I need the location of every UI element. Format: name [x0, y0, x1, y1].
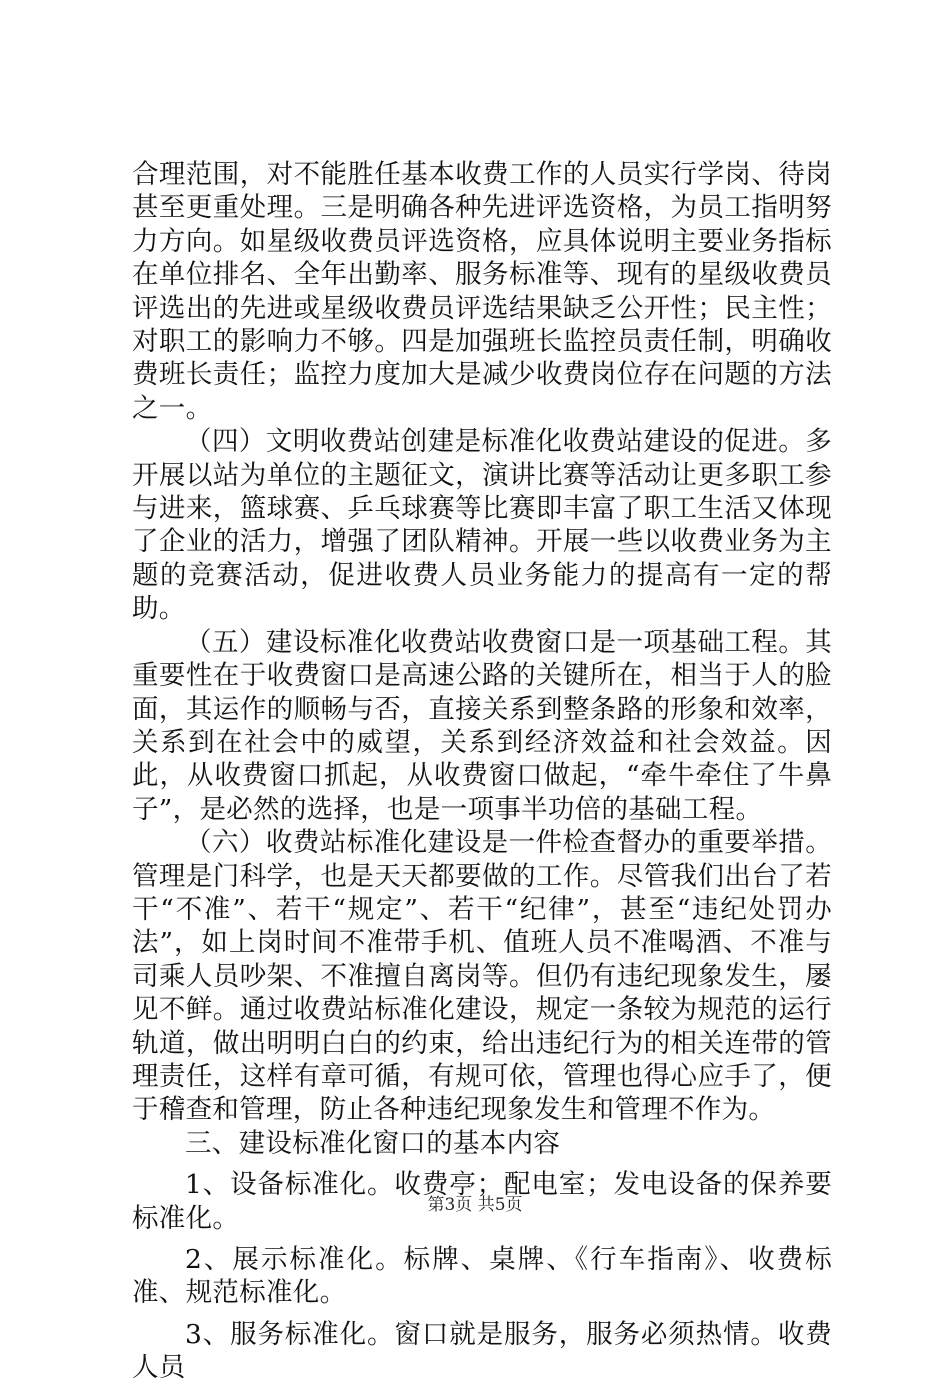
list-item-equipment: 1、设备标准化。收费亭；配电室；发电设备的保养要标准化。: [132, 1169, 832, 1234]
paragraph-section-5: （五）建设标准化收费站收费窗口是一项基础工程。其重要性在于收费窗口是高速公路的关键所在，相当于人的脸面，其运作的顺畅与否，直接关系到整条路的形象和效率，关系到在社会中的威望，关系到经济效益和社会效益。因此，从收费窗口抓起，从收费窗口做起，“牵牛牵住了牛鼻子”，是必然的选择，也是一项事半功倍的基础工程。: [132, 626, 832, 825]
list-item-display: 2、展示标准化。标牌、桌牌、《行车指南》、收费标准、规范标准化。: [132, 1244, 832, 1309]
page-number-footer: 第3页 共5页: [427, 1195, 523, 1215]
paragraph-section-4: （四）文明收费站创建是标准化收费站建设的促进。多开展以站为单位的主题征文，演讲比赛等活动让更多职工参与进来，篮球赛、乒乓球赛等比赛即丰富了职工生活又体现了企业的活力，增强了团队精神。开展一些以收费业务为主题的竞赛活动，促进收费人员业务能力的提高有一定的帮助。: [132, 426, 832, 625]
paragraph-section-6: （六）收费站标准化建设是一件检查督办的重要举措。管理是门科学，也是天天都要做的工作。尽管我们出台了若干“不准”、若干“规定”、若干“纪律”，甚至“违纪处罚办法”，如上岗时间不准带手机、值班人员不准喝酒、不准与司乘人员吵架、不准擅自离岗等。但仍有违纪现象发生，屡见不鲜。通过收费站标准化建设，规定一条较为规范的运行轨道，做出明明白白的约束，给出违纪行为的相关连带的管理责任，这样有章可循，有规可依，管理也得心应手了，便于稽查和管理，防止各种违纪现象发生和管理不作为。: [132, 827, 832, 1126]
section-heading: 三、建设标准化窗口的基本内容: [185, 1127, 561, 1159]
paragraph-continuation: 合理范围，对不能胜任基本收费工作的人员实行学岗、待岗甚至更重处理。三是明确各种先进评选资格，为员工指明努力方向。如星级收费员评选资格，应具体说明主要业务指标在单位排名、全年出勤率、服务标准等、现有的星级收费员评选出的先进或星级收费员评选结果缺乏公开性；民主性；对职工的影响力不够。四是加强班长监控员责任制，明确收费班长责任；监控力度加大是减少收费岗位存在问题的方法之一。: [132, 159, 832, 424]
list-item-service: 3、服务标准化。窗口就是服务，服务必须热情。收费人员: [132, 1318, 832, 1384]
